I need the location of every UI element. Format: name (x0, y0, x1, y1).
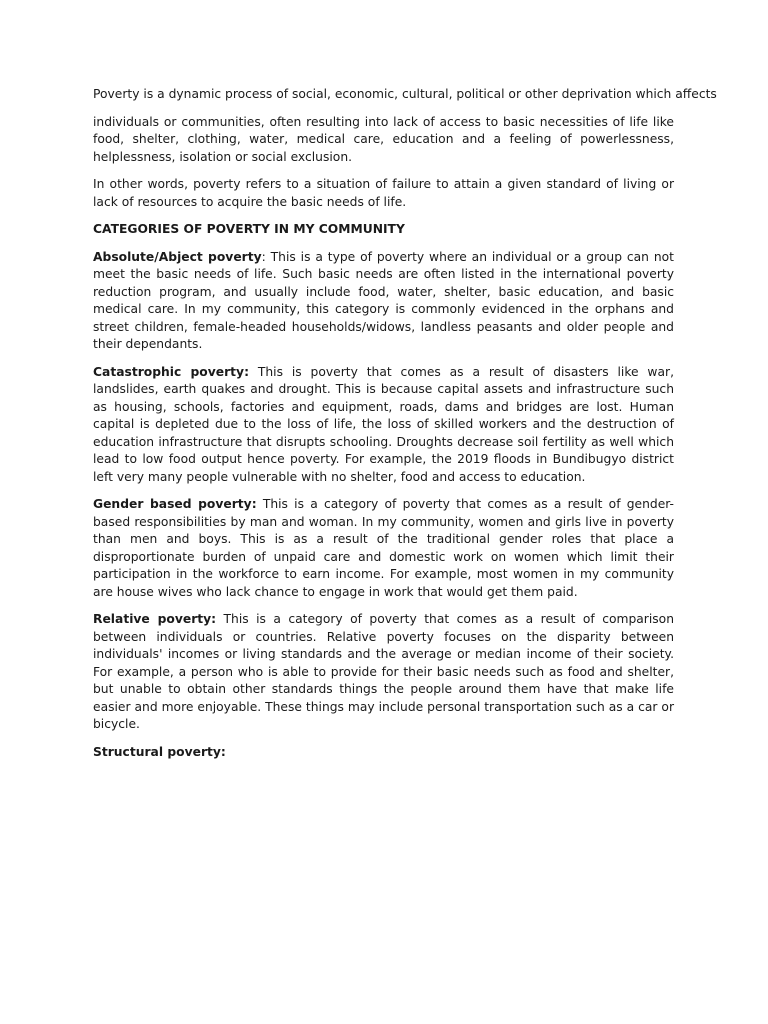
category-text: This is a type of poverty where an individual or a group can not meet the basic needs of life. Such basic needs are often listed in the international poverty reduction program, and usually include food, water, shelter, basic education, and basic medical care. In my community, this category is commonly evidenced in the orphans and street children, female-headed households/widows, landless peasants and older people and their dependants. (93, 249, 674, 351)
intro-first-line: Poverty is a dynamic process of social, economic, cultural, political or other deprivation which affects (93, 87, 717, 101)
category-separator: : (261, 249, 266, 264)
category-catastrophic (93, 364, 674, 487)
category-text: This is a category of poverty that comes as a result of comparison between individuals or countries. Relative poverty focuses on the disparity between individuals' incomes or living standards and the average or median income of their society. For example, a person who is able to provide for their basic needs such as food and shelter, but unable to obtain other standards things the people around them have that make life easier and more enjoyable. These things may include personal transportation such as a car or bicycle. (93, 612, 674, 731)
category-relative (93, 611, 674, 734)
category-term: Absolute/Abject poverty (93, 249, 262, 264)
category-text: This is a category of poverty that comes as a result of gender-based responsibilities by man and woman. In my community, women and girls live in poverty than men and boys. This is as a result of the traditional gender roles that place a disproportionate burden of unpaid care and domestic work on women which limit their participation in the workforce to earn income. For example, most women in my community are house wives who lack chance to engage in work that would get them paid. (93, 497, 674, 599)
category-text: This is poverty that comes as a result of disasters like war, landslides, earth quakes and drought. This is because capital assets and infrastructure such as housing, schools, factories and equipment, roads, dams and bridges are lost. Human capital is depleted due to the loss of life, the loss of skilled workers and the destruction of education infrastructure that disrupts schooling. Droughts decrease soil fertility as well which lead to low food output hence poverty. For example, the 2019 floods in Bundibugyo district left very many people vulnerable with no shelter, food and access to education. (93, 364, 674, 484)
document-body (93, 86, 717, 771)
category-term: Relative poverty: (93, 612, 217, 626)
category-gender-based (93, 496, 674, 601)
section-heading: CATEGORIES OF POVERTY IN MY COMMUNITY (93, 222, 405, 236)
intro-continuation: individuals or communities, often resulting into lack of access to basic necessities of life like food, shelter, clothing, water, medical care, education and a feeling of powerlessness, helplessness, isolation or social exclusion. (93, 114, 674, 164)
category-term: Catastrophic poverty: (93, 364, 249, 379)
category-term: Gender based poverty: (93, 497, 257, 511)
category-term: Structural poverty: (93, 744, 226, 759)
definition-paragraph: In other words, poverty refers to a situation of failure to attain a given standard of living or lack of resources to acquire the basic needs of life. (93, 177, 674, 209)
category-structural (93, 744, 674, 762)
category-absolute (93, 249, 674, 354)
